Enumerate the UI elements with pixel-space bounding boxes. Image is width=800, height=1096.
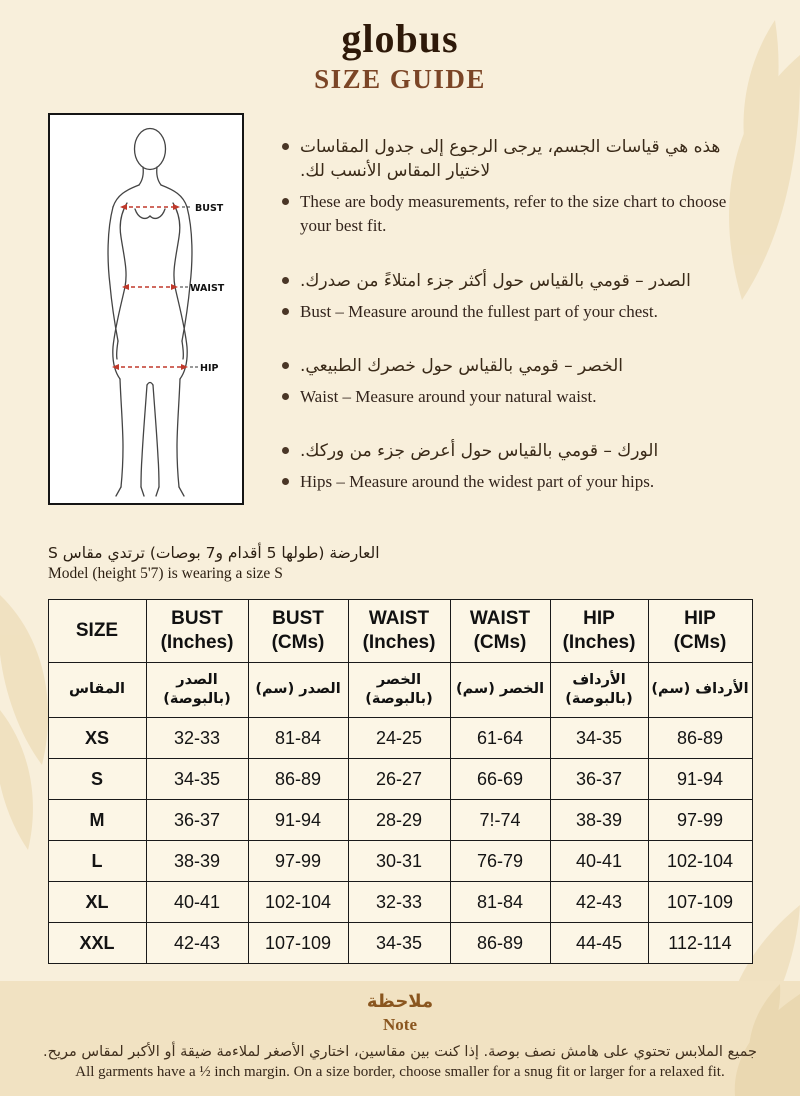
col-header-size-ar: المقاس (48, 663, 146, 718)
measurement-cell: 26-27 (348, 759, 450, 800)
table-row (48, 923, 752, 964)
measurement-cell: 40-41 (146, 882, 248, 923)
table-row (48, 841, 752, 882)
size-chart-body (48, 718, 752, 964)
measurement-cell: 86-89 (248, 759, 348, 800)
size-cell: XXL (48, 923, 146, 964)
measurement-cell: 34-35 (146, 759, 248, 800)
measurement-cell: 102-104 (648, 841, 752, 882)
bust-label: BUST (195, 203, 224, 214)
table-row (48, 882, 752, 923)
measurement-cell: 81-84 (450, 882, 550, 923)
measurement-cell: 66-69 (450, 759, 550, 800)
measurement-cell: 97-99 (648, 800, 752, 841)
bullet-icon (282, 143, 289, 150)
model-note (48, 544, 800, 583)
size-cell: S (48, 759, 146, 800)
bullet-icon (282, 447, 289, 454)
measurement-cell: 112-114 (648, 923, 752, 964)
header-row-arabic (48, 663, 752, 718)
col-header-waist-cms-ar: الخصر (سم) (450, 663, 550, 718)
body-figure-illustration (50, 115, 242, 503)
header-row-english (48, 600, 752, 663)
measurement-cell: 76-79 (450, 841, 550, 882)
col-header-bust-inches-ar: الصدر (بالبوصة) (146, 663, 248, 718)
size-cell: XS (48, 718, 146, 759)
measurement-cell: 91-94 (648, 759, 752, 800)
col-header-waist-inches: WAIST (Inches) (348, 600, 450, 663)
measurement-cell: 38-39 (146, 841, 248, 882)
measurement-cell: 30-31 (348, 841, 450, 882)
instruction-hip-arabic: الورك – قومي بالقياس حول أعرض جزء من وركك. (300, 441, 659, 461)
measurement-cell: 107-109 (648, 882, 752, 923)
bullet-icon (282, 277, 289, 284)
instruction-group-waist (282, 354, 742, 409)
measurement-cell: 32-33 (146, 718, 248, 759)
measurement-cell: 38-39 (550, 800, 648, 841)
col-header-hip-inches-ar: الأرداف (بالبوصة) (550, 663, 648, 718)
bullet-icon (282, 362, 289, 369)
instruction-bust-english: Bust – Measure around the fullest part of your chest. (300, 301, 658, 321)
waist-label: WAIST (190, 283, 225, 294)
col-header-bust-cms: BUST (CMs) (248, 600, 348, 663)
measurement-instructions (282, 113, 742, 524)
col-header-hip-cms-ar: الأرداف (سم) (648, 663, 752, 718)
note-title-english: Note (383, 1015, 417, 1034)
hip-label: HIP (200, 363, 219, 374)
measurement-cell: 86-89 (450, 923, 550, 964)
size-chart-table (48, 599, 753, 964)
instruction-group-hip (282, 439, 742, 494)
instruction-group-overview (282, 135, 742, 239)
measurement-cell: 36-37 (550, 759, 648, 800)
measurement-cell: 28-29 (348, 800, 450, 841)
instruction-waist-arabic: الخصر – قومي بالقياس حول خصرك الطبيعي. (300, 355, 624, 376)
instruction-overview-english: These are body measurements, refer to the size chart to choose your best fit. (300, 192, 727, 236)
brand-logo: globus (341, 16, 459, 61)
page-title: SIZE GUIDE (314, 64, 486, 94)
col-header-bust-inches: BUST (Inches) (146, 600, 248, 663)
model-note-arabic: العارضة (طولها 5 أقدام و7 بوصات) ترتدي مقاس S (48, 544, 380, 563)
measurement-cell: 86-89 (648, 718, 752, 759)
table-row (48, 718, 752, 759)
body-figure-box (48, 113, 244, 505)
bullet-icon (282, 198, 289, 205)
measurement-cell: 34-35 (348, 923, 450, 964)
measurement-cell: 24-25 (348, 718, 450, 759)
instruction-overview-arabic: هذه هي قياسات الجسم، يرجى الرجوع إلى جدول المقاسات لاختيار المقاس الأنسب لك. (300, 137, 721, 182)
note-body-arabic: جميع الملابس تحتوي على هامش نصف بوصة. إذا كنت بين مقاسين، اختاري الأصغر لملاءمة ضيقة أو الأكبر لمقاس مريح. (43, 1044, 757, 1060)
measurement-cell: 40-41 (550, 841, 648, 882)
waist-measure-line (122, 284, 188, 290)
instruction-bust-arabic: الصدر – قومي بالقياس حول أكثر جزء امتلاءً من صدرك. (300, 270, 691, 291)
instruction-hip-english: Hips – Measure around the widest part of your hips. (300, 472, 655, 492)
measurement-cell: 42-43 (146, 923, 248, 964)
size-cell: XL (48, 882, 146, 923)
note-body-english: All garments have a ½ inch margin. On a size border, choose smaller for a snug fit or larger for a relaxed fit. (75, 1064, 725, 1080)
measurement-cell: 32-33 (348, 882, 450, 923)
model-note-english: Model (height 5'7) is wearing a size S (48, 565, 283, 583)
bullet-icon (282, 308, 289, 315)
col-header-hip-inches: HIP (Inches) (550, 600, 648, 663)
table-row (48, 759, 752, 800)
measurement-cell: 34-35 (550, 718, 648, 759)
size-cell: M (48, 800, 146, 841)
bust-measure-line (120, 204, 192, 210)
measurement-cell: 7!-74 (450, 800, 550, 841)
instruction-group-bust (282, 269, 742, 324)
bullet-icon (282, 478, 289, 485)
measurement-cell: 81-84 (248, 718, 348, 759)
col-header-waist-cms: WAIST (CMs) (450, 600, 550, 663)
measurement-cell: 97-99 (248, 841, 348, 882)
col-header-hip-cms: HIP (CMs) (648, 600, 752, 663)
measurement-cell: 91-94 (248, 800, 348, 841)
measurement-cell: 36-37 (146, 800, 248, 841)
measurement-cell: 44-45 (550, 923, 648, 964)
bullet-icon (282, 393, 289, 400)
size-cell: L (48, 841, 146, 882)
note-section (0, 981, 800, 1096)
measurement-cell: 102-104 (248, 882, 348, 923)
table-row (48, 800, 752, 841)
col-header-bust-cms-ar: الصدر (سم) (248, 663, 348, 718)
col-header-size: SIZE (48, 600, 146, 663)
measurement-cell: 42-43 (550, 882, 648, 923)
note-title-arabic: ملاحظة (366, 991, 434, 1012)
measurement-cell: 107-109 (248, 923, 348, 964)
measurement-cell: 61-64 (450, 718, 550, 759)
col-header-waist-inches-ar: الخصر (بالبوصة) (348, 663, 450, 718)
content-row (48, 113, 760, 524)
instruction-waist-english: Waist – Measure around your natural waist. (300, 386, 597, 406)
